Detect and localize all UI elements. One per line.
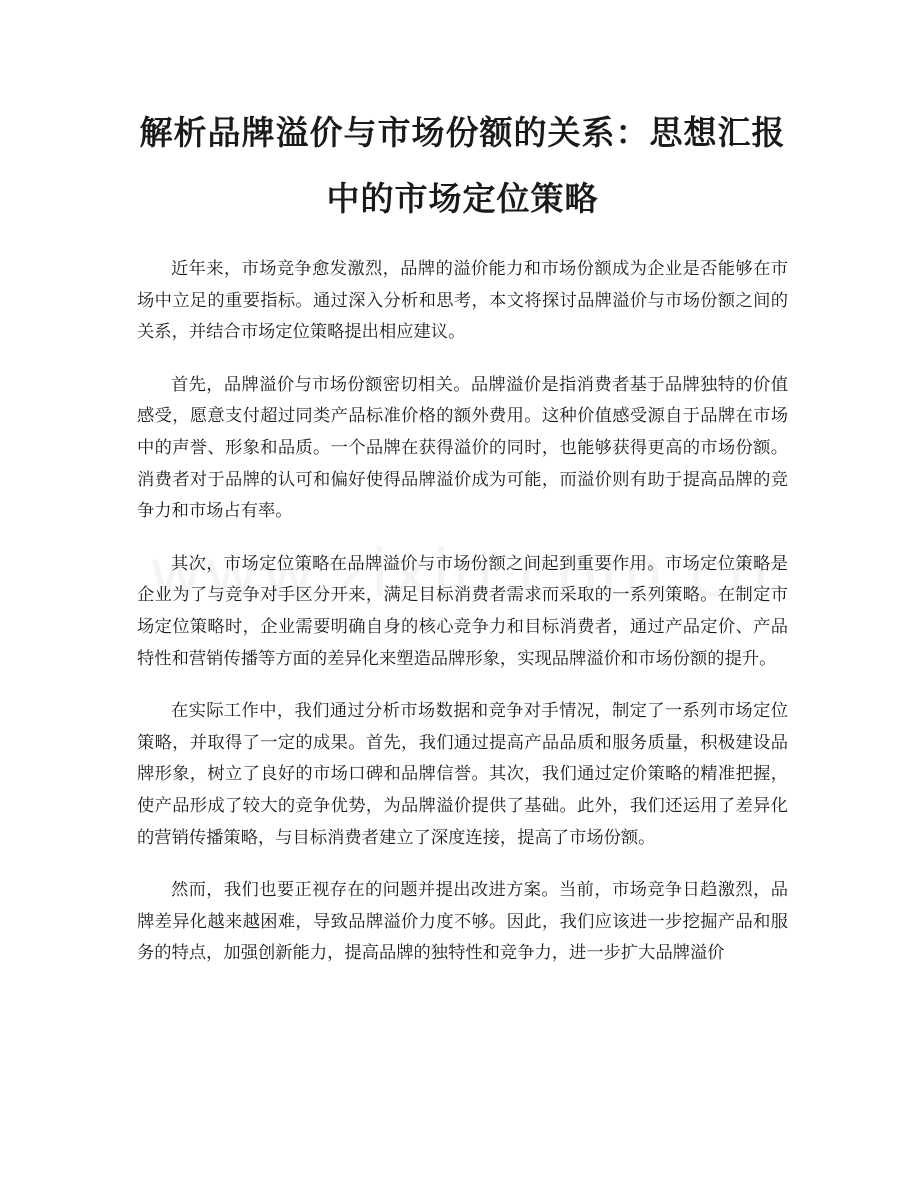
paragraph-positioning: 其次，市场定位策略在品牌溢价与市场份额之间起到重要作用。市场定位策略是企业为了与竞争对手区分开来，满足目标消费者需求而采取的一系列策略。在制定市场定位策略时，企业需要明确自身的核心竞争力和目标消费者，通过产品定价、产品特性和营销传播等方面的差异化来塑造品牌形象，实现品牌溢价和市场份额的提升。 [137, 553, 788, 669]
paragraph-practice: 在实际工作中，我们通过分析市场数据和竞争对手情况，制定了一系列市场定位策略，并取得了一定的成果。首先，我们通过提高产品品质和服务质量，积极建设品牌形象，树立了良好的市场口碑和品牌信誉。其次，我们通过定价策略的精准把握，使产品形成了较大的竞争优势，为品牌溢价提供了基础。此外，我们还运用了差异化的营销传播策略，与目标消费者建立了深度连接，提高了市场份额。 [137, 701, 788, 848]
paragraph-premium-share: 首先，品牌溢价与市场份额密切相关。品牌溢价是指消费者基于品牌独特的价值感受，愿意支付超过同类产品标准价格的额外费用。这种价值感受源自于品牌在市场中的声誉、形象和品质。一个品牌在获得溢价的同时，也能够获得更高的市场份额。消费者对于品牌的认可和偏好使得品牌溢价成为可能，而溢价则有助于提高品牌的竞争力和市场占有率。 [137, 374, 788, 522]
title-line-1: 解析品牌溢价与市场份额的关系：思想汇报 [139, 113, 786, 152]
paragraph-problems: 然而，我们也要正视存在的问题并提出改进方案。当前，市场竞争日趋激烈，品牌差异化越来越困难，导致品牌溢价力度不够。因此，我们应该进一步挖掘产品和服务的特点，加强创新能力，提高品牌的独特性和竞争力，进一步扩大品牌溢价 [137, 880, 788, 964]
document-title [137, 100, 788, 232]
paragraph-intro: 近年来，市场竞争愈发激烈，品牌的溢价能力和市场份额成为企业是否能够在市场中立足的重要指标。通过深入分析和思考，本文将探讨品牌溢价与市场份额之间的关系，并结合市场定位策略提出相应建议。 [137, 259, 788, 343]
title-line-2: 中的市场定位策略 [326, 179, 599, 218]
